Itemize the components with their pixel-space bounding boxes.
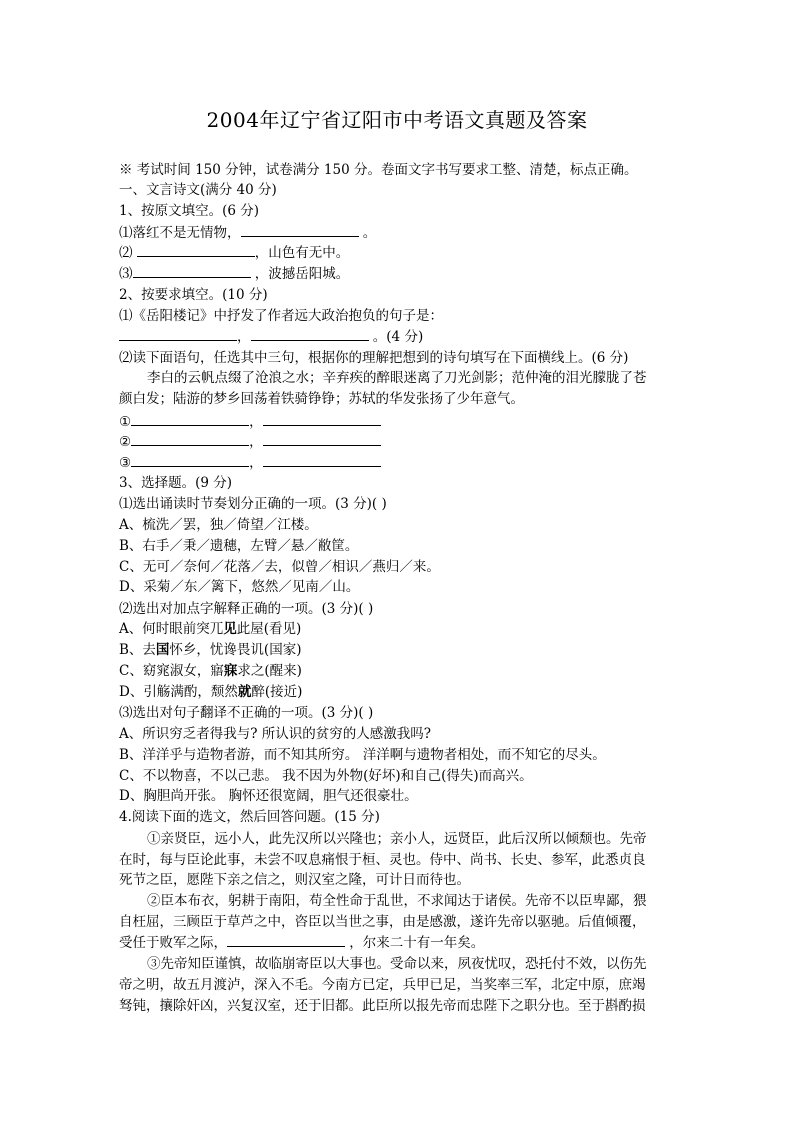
- passage-line: ③先帝知臣谨慎，故临崩寄臣以大事也。受命以来，夙夜忧叹，恐托付不效，以伤先: [147, 956, 647, 972]
- option-text: C、窈窕淑女，寤: [119, 663, 224, 679]
- separator: ，: [249, 455, 263, 471]
- option-text: 此屋(看见): [236, 621, 302, 637]
- separator: ，: [237, 329, 251, 345]
- dotted-character: 见: [223, 621, 237, 637]
- option-d: D、胸胆尚开张。 胸怀还很宽阔，胆气还很豪壮。: [119, 788, 418, 804]
- item-text: 。(4 分): [368, 329, 424, 345]
- item-text: ⑴落红不是无情物，: [119, 225, 241, 241]
- question-3-sub-2: ⑵选出对加点字解释正确的一项。(3 分)( ): [119, 601, 374, 617]
- dotted-character: 寐: [223, 663, 238, 679]
- passage-line: ②臣本布衣，躬耕于南阳，苟全性命于乱世，不求闻达于诸侯。先帝不以臣卑鄙，猥: [147, 893, 647, 909]
- option-text: D、引觞满酌，颓然: [119, 684, 238, 700]
- option-c: C、无可／奈何／花落／去，似曾／相识／燕归／来。: [119, 559, 440, 575]
- row-marker: ③: [119, 455, 132, 471]
- answer-row-1: [119, 411, 381, 432]
- option-b: B、洋洋乎与造物者游，而不知其所穷。 洋洋啊与遗物者相处，而不知它的尽头。: [119, 747, 606, 763]
- option-text: 求之(醒来): [237, 663, 302, 679]
- dotted-character: 就: [237, 684, 252, 700]
- question-2-part-1: ⑴《岳阳楼记》中抒发了作者远大政治抱负的句子是：: [119, 308, 443, 324]
- item-text: 。: [358, 225, 377, 241]
- option-c: C、不以物喜，不以己悲。 我不因为外物(好坏)和自己(得失)而高兴。: [119, 768, 533, 784]
- exam-notice: ※ 考试时间 150 分钟，试卷满分 150 分。卷面文字书写要求工整、清楚，标点正确。: [119, 162, 638, 178]
- option-d: [119, 682, 302, 702]
- answer-blank[interactable]: [131, 452, 249, 467]
- question-3-heading: 3、选择题。(9 分): [119, 475, 233, 491]
- option-text: 醉(接近): [251, 684, 303, 700]
- option-b: [119, 640, 301, 660]
- question-1-heading: 1、按原文填空。(6 分): [119, 203, 260, 219]
- passage-line: 死节之臣，愿陛下亲之信之，则汉室之隆，可计日而待也。: [119, 872, 470, 888]
- row-marker: ①: [119, 414, 132, 430]
- separator: ，: [249, 434, 263, 450]
- passage-text: 受任于败军之际，: [119, 935, 227, 951]
- option-text: A、何时眼前突兀: [119, 621, 224, 637]
- question-4-heading: 4.阅读下面的选文，然后回答问题。(15 分): [119, 809, 380, 825]
- passage-line: ①亲贤臣，远小人，此先汉所以兴隆也；亲小人，远贤臣，此后汉所以倾颓也。先帝: [147, 831, 647, 847]
- option-a: A、梳洗／罢，独／倚望／江楼。: [119, 517, 318, 533]
- item-text: ⑵: [119, 245, 137, 261]
- passage-line: [119, 932, 484, 953]
- item-text: ⑶: [119, 266, 133, 282]
- option-b: B、右手／秉／遗穗，左臂／悬／敝筐。: [119, 538, 359, 554]
- answer-blank[interactable]: [131, 411, 249, 426]
- answer-blank[interactable]: [251, 326, 369, 341]
- question-1-item-2: [119, 242, 349, 263]
- question-2-heading: 2、按要求填空。(10 分): [119, 287, 268, 303]
- answer-row-3: [119, 452, 381, 473]
- section-heading: 一、文言诗文(满分 40 分): [119, 182, 277, 198]
- passage-line: 帝之明，故五月渡泸，深入不毛。今南方已定，兵甲已足，当奖率三军，北定中原，庶竭: [119, 977, 646, 993]
- option-text: B、去: [119, 642, 156, 658]
- answer-row-2: [119, 431, 381, 452]
- item-text: ，波撼岳阳城。: [250, 266, 350, 282]
- answer-blank[interactable]: [263, 452, 381, 467]
- question-2-part-1-blanks: [119, 326, 423, 347]
- passage-line: 李白的云帆点缀了沧浪之水；辛弃疾的醉眼迷离了刀光剑影；范仲淹的泪光朦胧了苍: [147, 370, 647, 386]
- question-1-item-1: [119, 222, 376, 243]
- option-c: [119, 661, 302, 681]
- passage-line: 在时，每与臣论此事，未尝不叹息痛恨于桓、灵也。侍中、尚书、长史、参军，此悉贞良: [119, 852, 646, 868]
- option-text: 怀乡，忧谗畏讥(国家): [169, 642, 302, 658]
- answer-blank[interactable]: [263, 411, 381, 426]
- passage-text: ，尔来二十有一年矣。: [345, 935, 485, 951]
- separator: ，: [249, 414, 263, 430]
- passage-line: 自枉屈，三顾臣于草芦之中，咨臣以当世之事，由是感激，遂许先帝以驱驰。后值倾覆，: [119, 914, 646, 930]
- option-a: A、所识穷乏者得我与? 所认识的贫穷的人感激我吗?: [119, 726, 432, 742]
- answer-blank[interactable]: [263, 431, 381, 446]
- dotted-character: 国: [155, 642, 170, 658]
- question-2-part-2: ⑵读下面语句，任选其中三句，根据你的理解把想到的诗句填写在下面横线上。(6 分): [119, 350, 629, 366]
- option-d: D、采菊／东／篱下，悠然／见南／山。: [119, 579, 360, 595]
- row-marker: ②: [119, 434, 132, 450]
- answer-blank[interactable]: [133, 263, 251, 278]
- answer-blank[interactable]: [241, 222, 359, 237]
- question-3-sub-3: ⑶选出对句子翻译不正确的一项。(3 分)( ): [119, 705, 374, 721]
- answer-blank[interactable]: [119, 326, 237, 341]
- passage-line: 颜白发；陆游的梦乡回荡着铁骑铮铮；苏轼的华发张扬了少年意气。: [119, 391, 524, 407]
- page-title: 2004年辽宁省辽阳市中考语文真题及答案: [206, 108, 588, 132]
- option-a: [119, 619, 301, 639]
- item-text: ，山色有无中。: [254, 245, 350, 261]
- question-3-sub-1: ⑴选出诵读时节奏划分正确的一项。(3 分)( ): [119, 496, 387, 512]
- answer-blank[interactable]: [131, 431, 249, 446]
- passage-line: 驽钝，攘除奸凶，兴复汉室，还于旧都。此臣所以报先帝而忠陛下之职分也。至于斟酌损: [119, 998, 646, 1014]
- question-1-item-3: [119, 263, 349, 284]
- answer-blank[interactable]: [227, 932, 345, 947]
- answer-blank[interactable]: [137, 242, 255, 257]
